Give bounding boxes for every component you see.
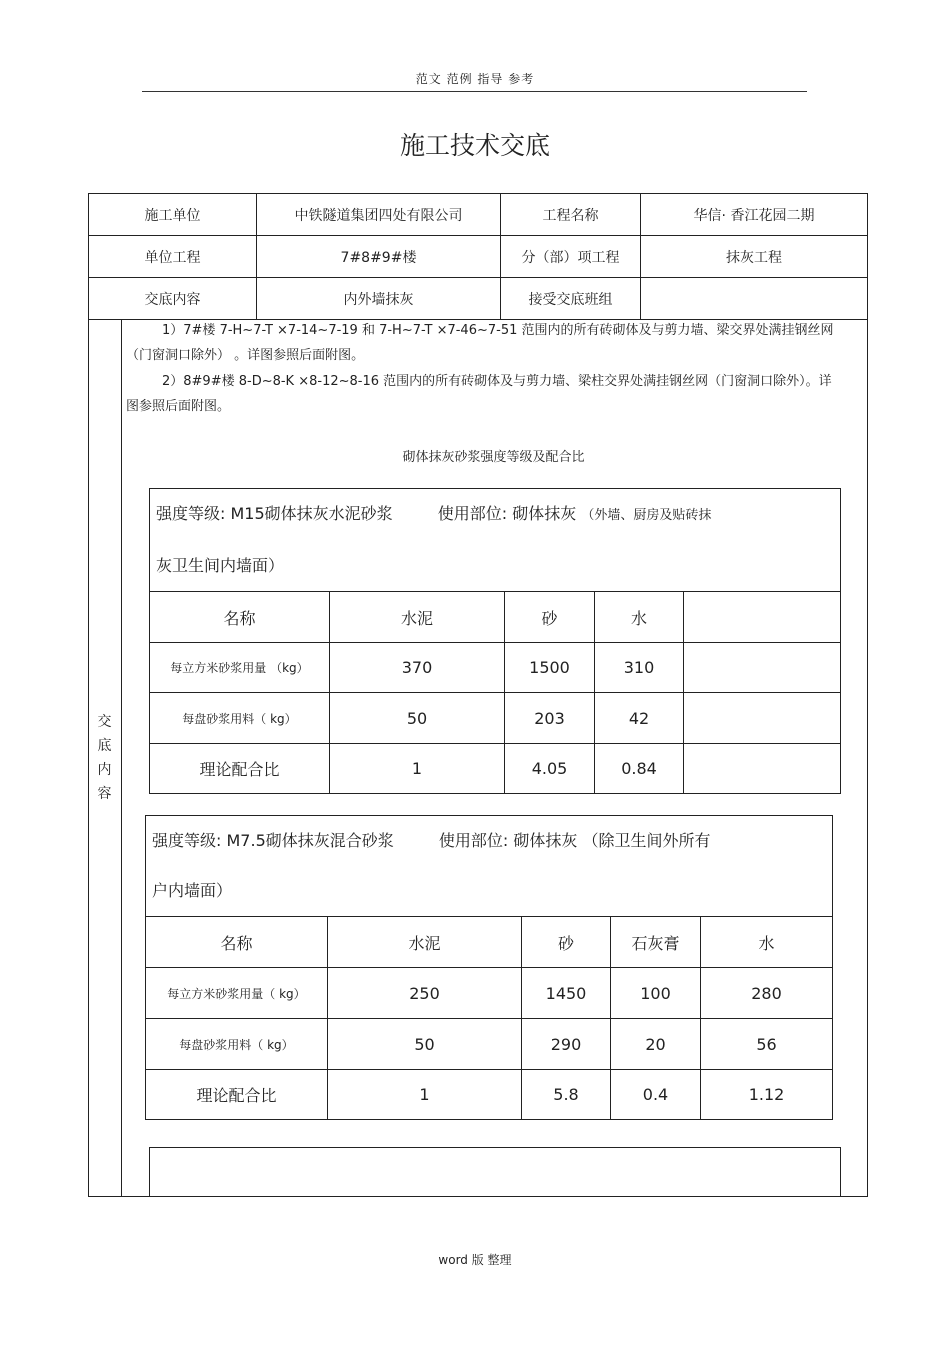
cell: 250	[328, 968, 522, 1019]
mix-table-m15	[149, 488, 841, 794]
cell: 1.12	[701, 1070, 833, 1120]
mix-data-row	[150, 693, 841, 744]
cell: 290	[522, 1019, 611, 1070]
construction-unit-value: 中铁隧道集团四处有限公司	[257, 194, 501, 236]
use-note-cont: 灰卫生间内墙面）	[156, 556, 285, 575]
use-note: （除卫生间外所有	[582, 831, 711, 850]
mix-data-row	[150, 744, 841, 794]
mix-data-row	[146, 1070, 833, 1120]
page-header: 范文 范例 指导 参考	[415, 72, 535, 86]
info-row	[89, 194, 868, 236]
mix-info-cell	[150, 489, 841, 592]
cell: 0.4	[611, 1070, 701, 1120]
paragraph-2: 2）8#9#楼 8-D~8-K ×8-12~8-16 范围内的所有砖砌体及与剪力墙、梁柱交界处满挂钢丝网（门窗洞口除外）。详图参照后面附图。	[126, 374, 832, 414]
col-header	[684, 592, 841, 643]
mix-info-row	[150, 489, 841, 592]
side-label-char: 交	[97, 714, 112, 730]
row-label: 理论配合比	[150, 744, 330, 794]
col-header: 砂	[522, 917, 611, 968]
content-value: 内外墙抹灰	[257, 278, 501, 320]
grade-label: 强度等级:	[156, 504, 226, 523]
cell: 5.8	[522, 1070, 611, 1120]
cell: 0.84	[595, 744, 684, 794]
info-row	[89, 236, 868, 278]
cell: 310	[595, 643, 684, 693]
info-row	[89, 278, 868, 320]
row-label: 理论配合比	[146, 1070, 328, 1120]
side-label-char: 容	[97, 786, 112, 802]
grade-label: 强度等级:	[152, 831, 222, 850]
cell: 4.05	[505, 744, 595, 794]
use-note: （外墙、厨房及贴砖抹	[581, 508, 712, 523]
cell: 280	[701, 968, 833, 1019]
header-rule	[142, 91, 807, 92]
cell: 50	[330, 693, 505, 744]
unit-project-value: 7#8#9#楼	[257, 236, 501, 278]
cell: 1500	[505, 643, 595, 693]
cell: 50	[328, 1019, 522, 1070]
use-value: 砌体抹灰	[513, 831, 578, 850]
side-label-char: 底	[97, 738, 112, 754]
use-label: 使用部位:	[438, 831, 509, 850]
col-header: 水	[701, 917, 833, 968]
cell	[684, 643, 841, 693]
mix-table-m75	[145, 815, 833, 1120]
project-name-label: 工程名称	[501, 194, 641, 236]
cell: 42	[595, 693, 684, 744]
construction-unit-label: 施工单位	[89, 194, 257, 236]
side-label	[88, 710, 121, 806]
grade-value: M7.5砌体抹灰混合砂浆	[226, 831, 394, 850]
project-name-value: 华信· 香江花园二期	[641, 194, 868, 236]
cell: 20	[611, 1019, 701, 1070]
col-header: 水泥	[328, 917, 522, 968]
document-title: 施工技术交底	[399, 131, 550, 160]
use-value: 砌体抹灰	[512, 504, 577, 523]
info-table	[88, 193, 868, 320]
col-header: 名称	[146, 917, 328, 968]
cell: 1	[328, 1070, 522, 1120]
use-label: 使用部位:	[437, 504, 508, 523]
cell: 1	[330, 744, 505, 794]
cell: 370	[330, 643, 505, 693]
grade-value: M15砌体抹灰水泥砂浆	[230, 504, 393, 523]
cell: 203	[505, 693, 595, 744]
mix-data-row	[146, 1019, 833, 1070]
side-label-char: 内	[97, 762, 112, 778]
mix-data-row	[150, 643, 841, 693]
row-label: 每立方米砂浆用量（ kg）	[146, 968, 328, 1019]
sub-project-label: 分（部）项工程	[501, 236, 641, 278]
row-label: 每盘砂浆用料（ kg）	[150, 693, 330, 744]
mix-heading: 砌体抹灰砂浆强度等级及配合比	[402, 450, 585, 465]
use-note-cont: 户内墙面）	[152, 881, 233, 900]
cell: 100	[611, 968, 701, 1019]
sub-project-value: 抹灰工程	[641, 236, 868, 278]
col-header: 名称	[150, 592, 330, 643]
cell: 1450	[522, 968, 611, 1019]
content-label: 交底内容	[89, 278, 257, 320]
mix-header-row	[146, 917, 833, 968]
paragraph-1: 1）7#楼 7-H~7-T ×7-14~7-19 和 7-H~7-T ×7-46~7-51 范围内的所有砖砌体及与剪力墙、梁交界处满挂钢丝网（门窗洞口除外） 。详图参照后面附图。	[126, 323, 834, 363]
mix-header-row	[150, 592, 841, 643]
mix-info-row	[146, 816, 833, 917]
mix-data-row	[146, 968, 833, 1019]
col-header: 砂	[505, 592, 595, 643]
empty-table-box	[149, 1147, 841, 1197]
col-header: 水泥	[330, 592, 505, 643]
col-header: 石灰膏	[611, 917, 701, 968]
team-value	[641, 278, 868, 320]
mix-info-cell	[146, 816, 833, 917]
cell: 56	[701, 1019, 833, 1070]
unit-project-label: 单位工程	[89, 236, 257, 278]
cell	[684, 744, 841, 794]
team-label: 接受交底班组	[501, 278, 641, 320]
col-header: 水	[595, 592, 684, 643]
row-label: 每立方米砂浆用量 （kg）	[150, 643, 330, 693]
page-footer: word 版 整理	[438, 1253, 512, 1267]
row-label: 每盘砂浆用料（ kg）	[146, 1019, 328, 1070]
cell	[684, 693, 841, 744]
